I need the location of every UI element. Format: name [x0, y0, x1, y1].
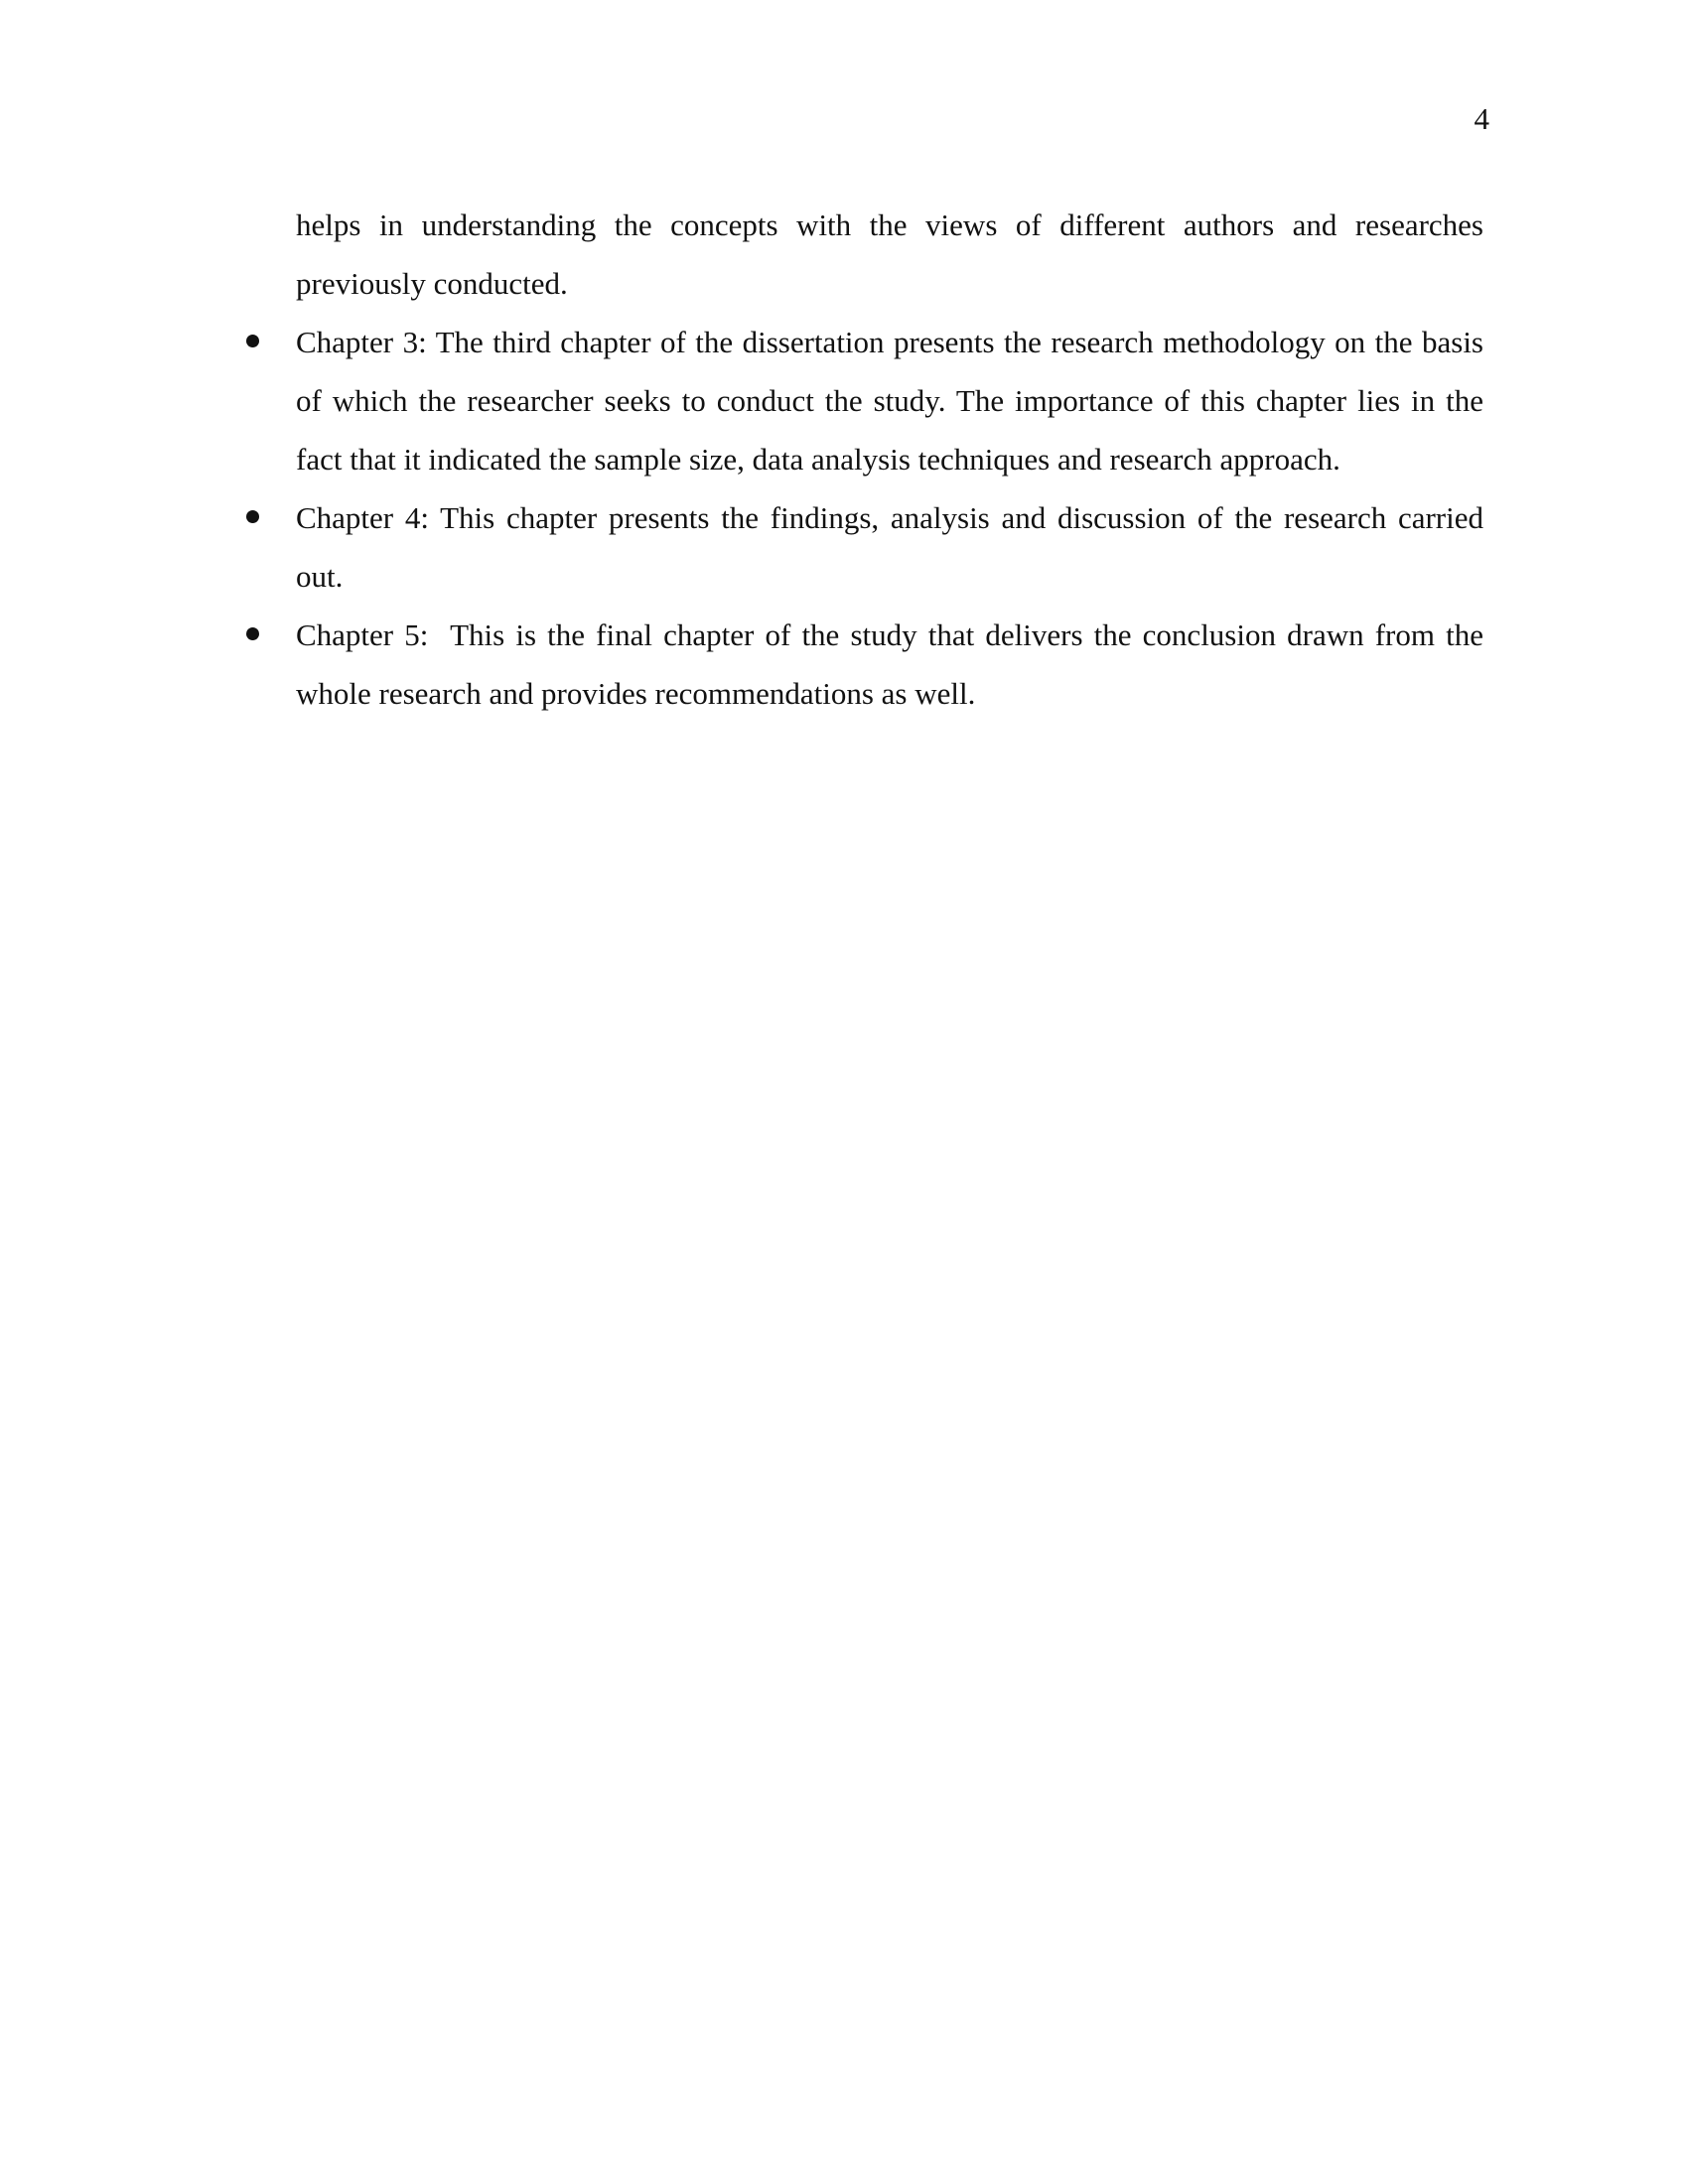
list-item-text: Chapter 4: This chapter presents the findings, analysis and discussion of the research carried out.	[296, 500, 1483, 594]
list-item-chapter-4	[296, 488, 1483, 606]
list-item-text: Chapter 5: This is the final chapter of the study that delivers the conclusion drawn from the whole research and provides recommendations as well.	[296, 617, 1491, 711]
list-item-text: Chapter 3: The third chapter of the dissertation presents the research methodology on the basis of which the researcher seeks to conduct the study. The importance of this chapter lies in the fact that it indicated the sample size, data analysis techniques and research approach.	[296, 325, 1483, 477]
bullet-icon	[246, 335, 259, 347]
bullet-icon	[246, 510, 259, 523]
continued-paragraph: helps in understanding the concepts with the views of different authors and researches previously conducted.	[296, 207, 1483, 301]
list-item-chapter-5	[296, 606, 1491, 723]
chapter-list	[296, 313, 1491, 723]
page-body	[296, 196, 1491, 723]
bullet-icon	[246, 627, 259, 640]
page-number: 4	[1474, 101, 1489, 136]
list-item-chapter-3	[296, 313, 1483, 488]
